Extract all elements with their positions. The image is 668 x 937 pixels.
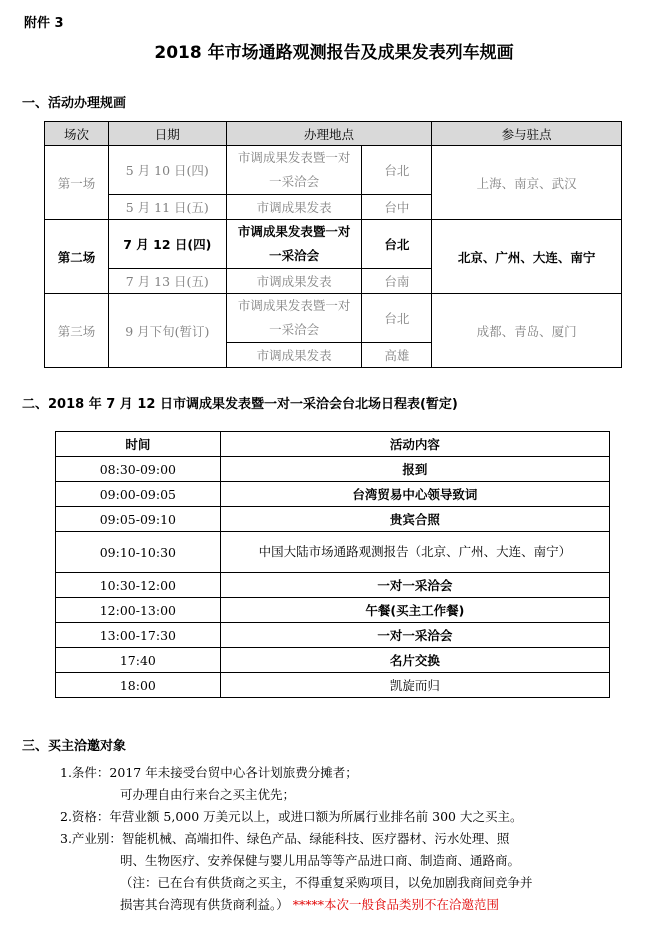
city-cell: 台北 xyxy=(362,220,432,269)
city-cell: 高雄 xyxy=(362,343,432,368)
schedule-table xyxy=(55,431,610,698)
points-cell: 北京、广州、大连、南宁 xyxy=(432,220,622,294)
time-cell: 09:10-10:30 xyxy=(56,532,221,573)
col-header-venue: 办理地点 xyxy=(226,122,432,146)
table-row xyxy=(56,648,610,673)
time-cell: 17:40 xyxy=(56,648,221,673)
criteria-condition: 1.条件：2017 年未接受台贸中心各计划旅费分摊者； xyxy=(60,765,358,780)
table-row xyxy=(56,598,610,623)
col-header-time: 时间 xyxy=(56,432,221,457)
city-cell: 台北 xyxy=(362,294,432,343)
date-cell: 5 月 11 日(五) xyxy=(108,195,226,220)
event-cell: 市调成果发表 xyxy=(226,269,362,294)
event-cell: 市调成果发表暨一对一采洽会 xyxy=(226,146,362,195)
date-cell: 7 月 12 日(四) xyxy=(108,220,226,269)
time-cell: 13:00-17:30 xyxy=(56,623,221,648)
section2-heading: 二、2018 年 7 月 12 日市调成果发表暨一对一采洽会台北场日程表(暂定) xyxy=(22,397,458,412)
date-cell: 5 月 10 日(四) xyxy=(108,146,226,195)
time-cell: 10:30-12:00 xyxy=(56,573,221,598)
date-cell: 7 月 13 日(五) xyxy=(108,269,226,294)
city-cell: 台中 xyxy=(362,195,432,220)
time-cell: 08:30-09:00 xyxy=(56,457,221,482)
event-cell: 市调成果发表暨一对一采洽会 xyxy=(226,294,362,343)
content-cell: 凯旋而归 xyxy=(220,673,609,698)
session-cell: 第三场 xyxy=(45,294,109,368)
time-cell: 09:05-09:10 xyxy=(56,507,221,532)
col-header-session: 场次 xyxy=(45,122,109,146)
table-row xyxy=(56,673,610,698)
buyer-criteria-list xyxy=(60,762,533,916)
table-row xyxy=(56,532,610,573)
session-cell: 第二场 xyxy=(45,220,109,294)
date-cell: 9 月下旬(暂订) xyxy=(108,294,226,368)
col-header-points: 参与驻点 xyxy=(432,122,622,146)
event-cell: 市调成果发表 xyxy=(226,343,362,368)
table-row xyxy=(56,623,610,648)
table-row xyxy=(56,573,610,598)
attachment-label: 附件 3 xyxy=(24,16,64,31)
content-cell: 贵宾合照 xyxy=(220,507,609,532)
col-header-content: 活动内容 xyxy=(220,432,609,457)
table-row xyxy=(45,146,622,195)
points-cell: 上海、南京、武汉 xyxy=(432,146,622,220)
note-text: 损害其台湾现有供货商利益。） xyxy=(120,897,289,912)
content-cell: 一对一采洽会 xyxy=(220,623,609,648)
note-line: （注：已在台有供货商之买主，不得重复采购项目，以免加剧我商间竞争并 xyxy=(120,875,533,890)
content-cell: 名片交换 xyxy=(220,648,609,673)
event-cell: 市调成果发表暨一对一采洽会 xyxy=(226,220,362,269)
content-cell: 午餐(买主工作餐) xyxy=(220,598,609,623)
criteria-qualification: 2.资格：年营业额 5,000 万美元以上，或进口额为所属行业排名前 300 大之买主。 xyxy=(60,809,523,824)
criteria-condition-cont: 可办理自由行来台之买主优先； xyxy=(120,787,296,802)
points-cell: 成都、青岛、厦门 xyxy=(432,294,622,368)
content-cell: 中国大陆市场通路观测报告（北京、广州、大连、南宁） xyxy=(220,532,609,573)
city-cell: 台北 xyxy=(362,146,432,195)
table-row xyxy=(45,220,622,269)
activity-plan-table xyxy=(44,121,622,368)
content-cell: 报到 xyxy=(220,457,609,482)
table-row xyxy=(56,482,610,507)
section3-heading: 三、买主洽邀对象 xyxy=(22,739,127,754)
col-header-date: 日期 xyxy=(108,122,226,146)
time-cell: 09:00-09:05 xyxy=(56,482,221,507)
criteria-industry-cont: 明、生物医疗、安养保健与婴儿用品等等产品进口商、制造商、通路商。 xyxy=(120,853,521,868)
criteria-industry: 3.产业别：智能机械、高端扣件、绿色产品、绿能科技、医疗器材、污水处理、照 xyxy=(60,831,510,846)
city-cell: 台南 xyxy=(362,269,432,294)
time-cell: 18:00 xyxy=(56,673,221,698)
table-row xyxy=(45,294,622,343)
note-line-cont xyxy=(60,894,533,916)
table-row xyxy=(56,457,610,482)
content-cell: 一对一采洽会 xyxy=(220,573,609,598)
section1-heading: 一、活动办理规画 xyxy=(22,96,127,111)
time-cell: 12:00-13:00 xyxy=(56,598,221,623)
table-row xyxy=(56,507,610,532)
note-red-warning: *****本次一般食品类别不在洽邀范围 xyxy=(292,897,500,912)
event-cell: 市调成果发表 xyxy=(226,195,362,220)
page-title: 2018 年市场通路观测报告及成果发表列车规画 xyxy=(154,43,514,63)
content-cell: 台湾贸易中心领导致词 xyxy=(220,482,609,507)
session-cell: 第一场 xyxy=(45,146,109,220)
